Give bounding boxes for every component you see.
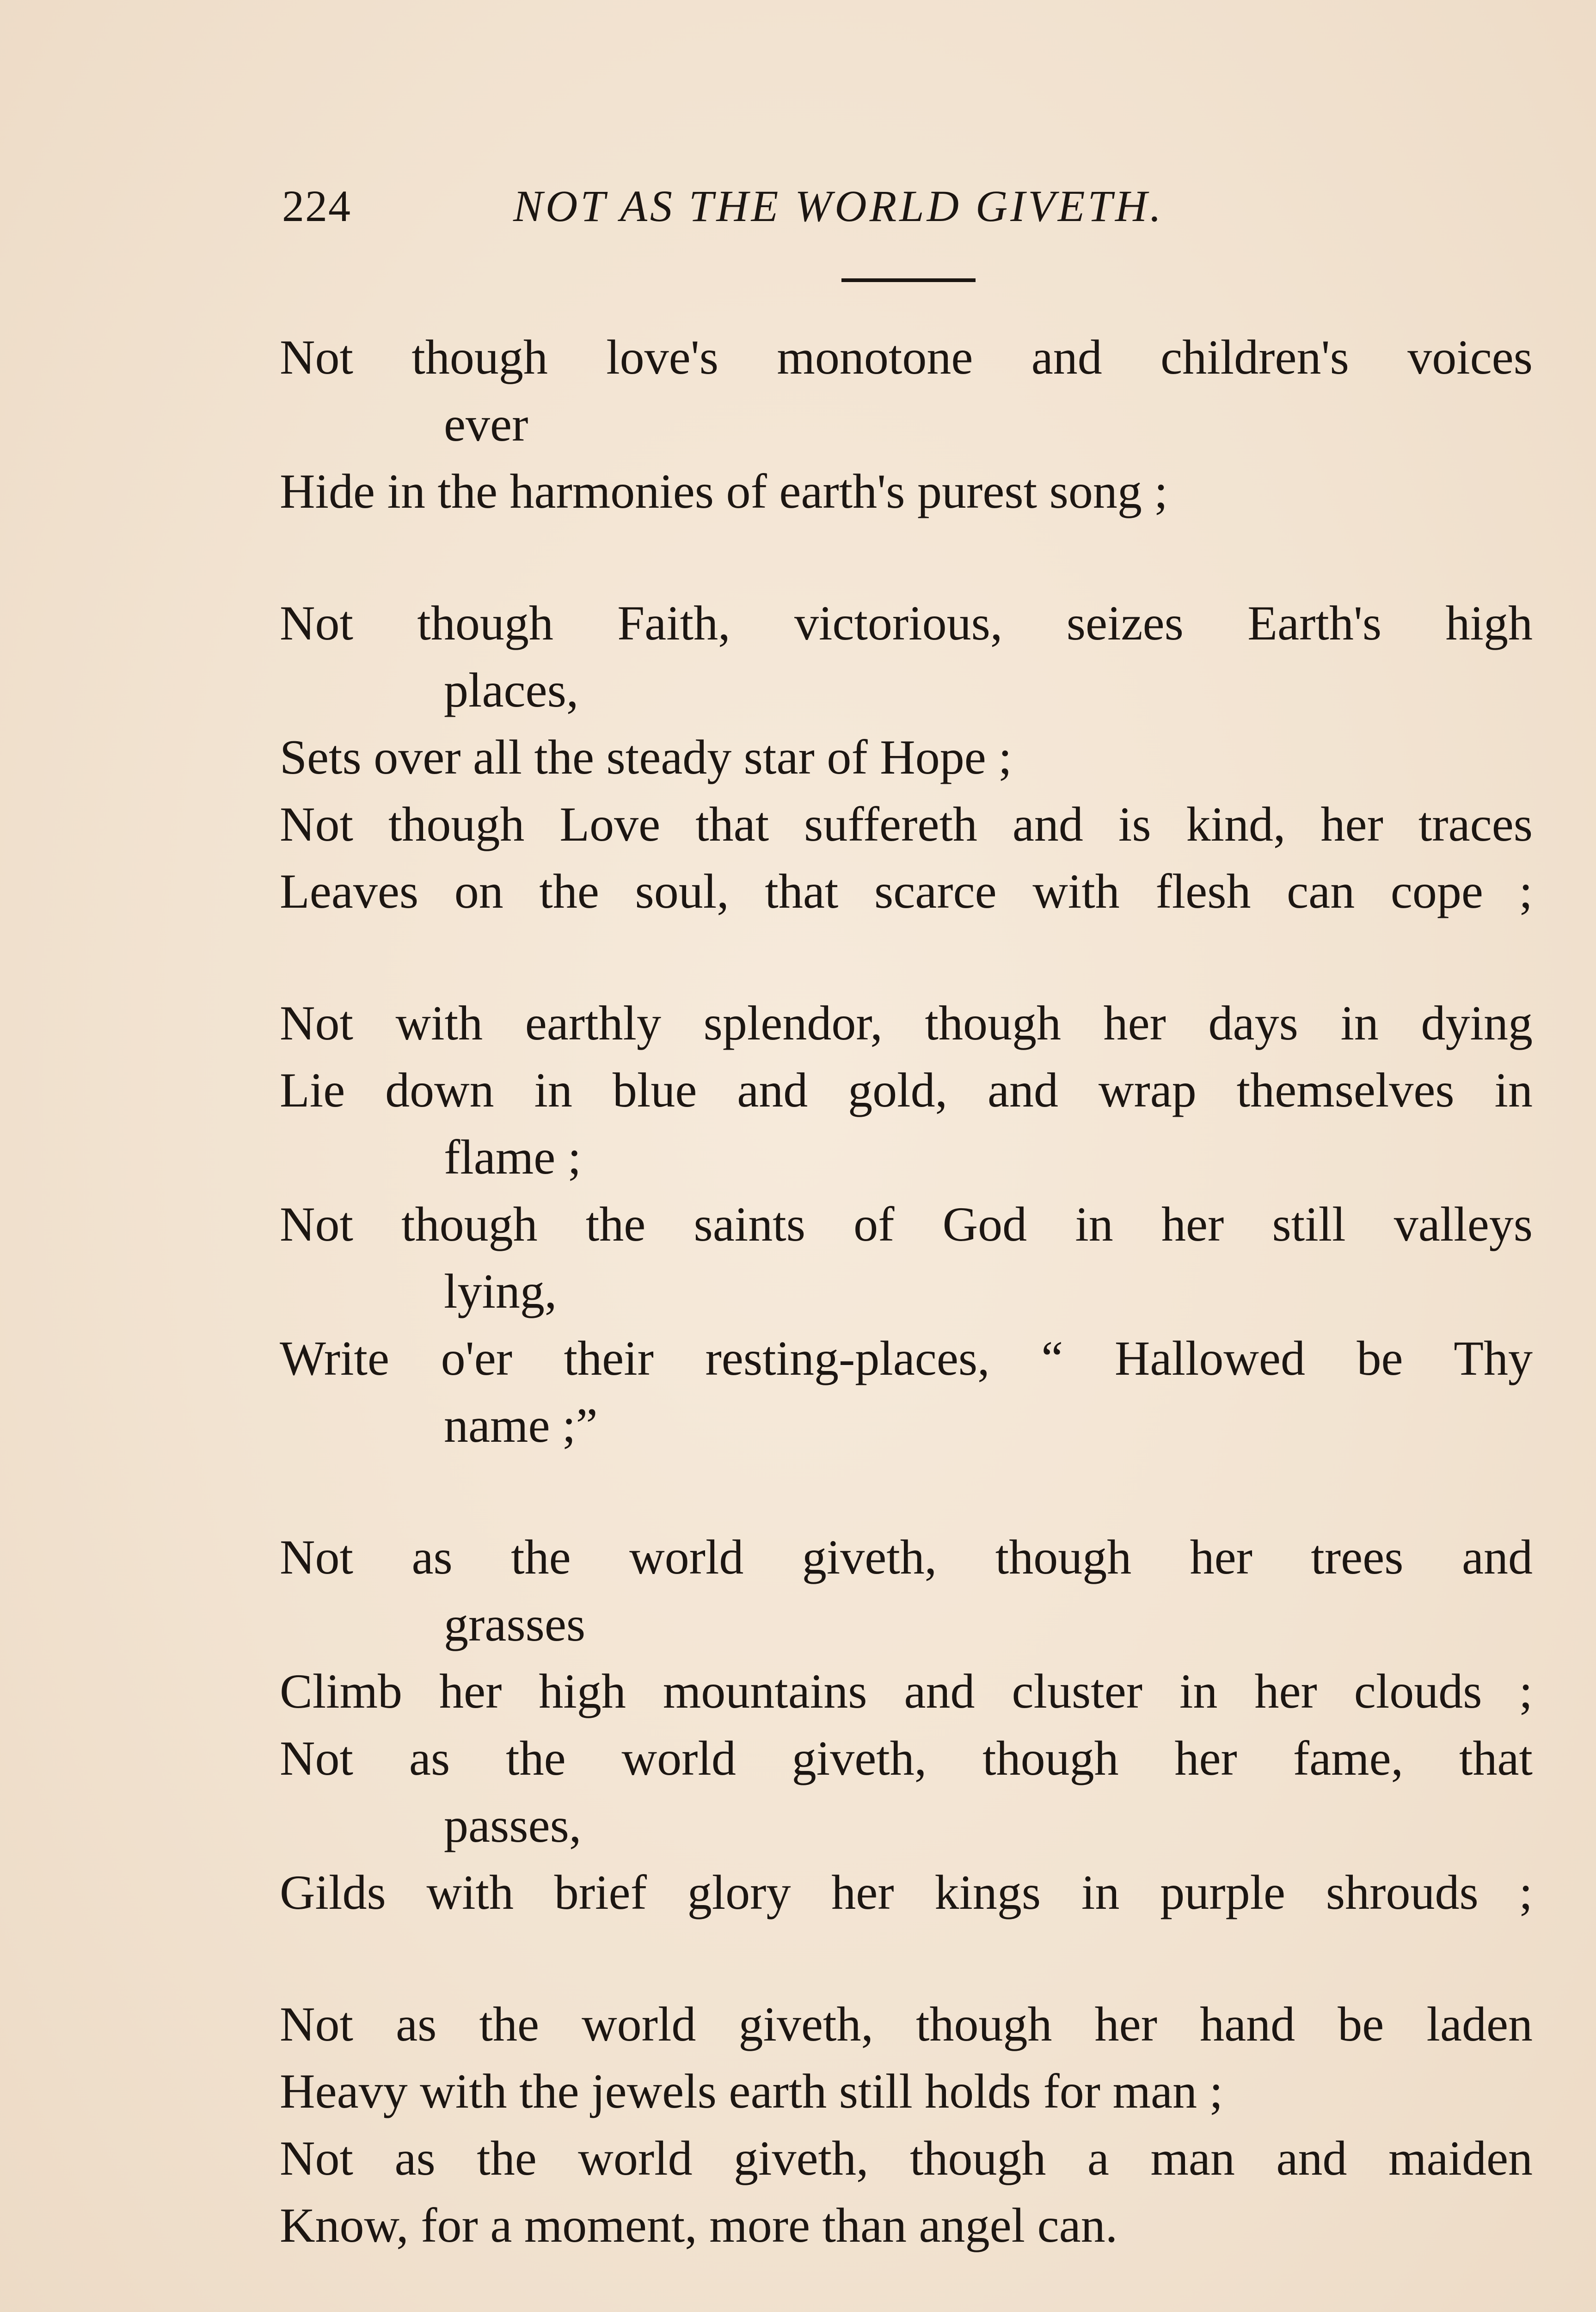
poem-line: Lie down in blue and gold, and wrap themselves in [280,1063,1533,1117]
poem-line: Not though the saints of God in her still valleys [280,1197,1533,1251]
stanza-5 [280,1991,1533,2259]
poem-line: Sets over all the steady star of Hope ; [280,730,1012,784]
title-rule [841,278,976,282]
stanza-4 [280,1524,1533,1926]
poem-line-continuation: grasses [444,1597,586,1651]
stanza-1 [280,324,1533,525]
stanza-3 [280,990,1533,1459]
poem-line: Not as the world giveth, though her trees and [280,1530,1533,1584]
poem-line: Not with earthly splendor, though her days in dying [280,996,1533,1050]
stanza-break [280,925,1533,990]
poem-line-continuation: places, [444,663,579,717]
stanza-break [280,1926,1533,1991]
stanza-break [280,1459,1533,1524]
poem-line: Not as the world giveth, though a man and maiden [280,2131,1533,2185]
page-number: 224 [282,181,351,231]
page-header [282,180,1530,254]
stanza-break [280,525,1533,590]
poem-line: Know, for a moment, more than angel can. [280,2198,1118,2252]
poem-line: Not though love's monotone and children's voices [280,330,1533,384]
poem-line-continuation: lying, [444,1264,557,1318]
poem-line: Climb her high mountains and cluster in her clouds ; [280,1664,1533,1718]
poem-line: Not as the world giveth, though her fame, that [280,1731,1533,1785]
stanza-2 [280,590,1533,925]
poem-line-continuation: ever [444,397,528,451]
poem-line-continuation: name ;” [444,1398,598,1452]
poem-line: Heavy with the jewels earth still holds for man ; [280,2064,1223,2118]
poem-line-continuation: flame ; [444,1130,582,1184]
poem-line: Not though Love that suffereth and is kind, her traces [280,797,1533,851]
poem-line: Leaves on the soul, that scarce with flesh can cope ; [280,864,1533,918]
poem-line: Write o'er their resting-places, “ Hallowed be Thy [280,1331,1533,1385]
poem-line: Hide in the harmonies of earth's purest song ; [280,464,1168,518]
poem-line: Not though Faith, victorious, seizes Earth's high [280,596,1533,650]
poem-line: Not as the world giveth, though her hand be laden [280,1997,1533,2051]
running-title: NOT AS THE WORLD GIVETH. [513,181,1164,231]
poem-line: Gilds with brief glory her kings in purple shrouds ; [280,1865,1533,1919]
poem-body [280,324,1533,2259]
poem-line-continuation: passes, [444,1798,582,1852]
